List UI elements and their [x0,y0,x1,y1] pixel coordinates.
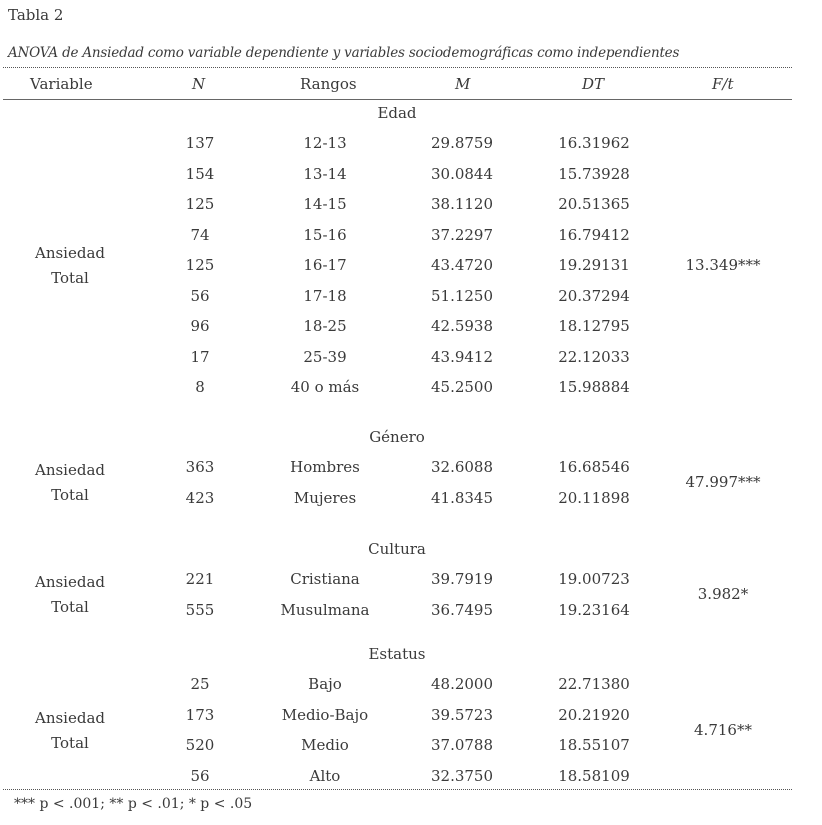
cell-dt: 15.98884 [558,378,630,396]
cell-n: 154 [185,164,215,183]
cell-rango: Medio [301,736,349,754]
cell-m: 45.2500 [430,378,494,396]
header-dt: DT [582,75,605,93]
cell-n: 173 [185,705,215,724]
cell-m: 43.9412 [430,347,494,366]
variable-label-line1: Ansiedad [34,708,105,727]
cell-rango: 13-14 [303,164,347,183]
cell-rango: Alto [309,766,341,785]
cell-rango: Mujeres [293,488,357,507]
cell-rango: 40 o más [290,378,360,396]
cell-n: 520 [185,736,215,754]
variable-label-line2: Total [51,269,89,287]
header-f: F/t [712,75,734,93]
cell-rango: 12-13 [303,134,347,152]
cell-f: 47.997*** [685,473,761,492]
cell-dt: 16.68546 [558,458,630,476]
cell-m: 37.2297 [430,225,494,244]
cell-n: 221 [185,570,215,588]
cell-n: 74 [190,225,210,244]
bottom-rule [3,789,792,790]
cell-f: 4.716** [694,720,752,739]
cell-m: 38.1120 [430,195,494,213]
variable-label-line1: Ansiedad [34,461,105,480]
cell-m: 43.4720 [430,256,494,274]
cell-m: 51.1250 [430,286,494,305]
variable-label-line1: Ansiedad [34,244,105,262]
cell-dt: 20.11898 [558,488,630,507]
cell-rango: 15-16 [303,225,347,244]
cell-dt: 20.51365 [558,195,630,213]
cell-rango: 14-15 [303,195,347,213]
cell-dt: 16.79412 [558,225,630,244]
top-rule [3,67,792,68]
header-variable: Variable [30,75,93,93]
cell-m: 42.5938 [430,317,494,335]
cell-m: 37.0788 [430,736,494,754]
table-label: Tabla 2 [8,6,64,24]
cell-dt: 22.71380 [558,675,630,693]
cell-dt: 19.23164 [558,600,630,619]
variable-label-line2: Total [51,733,89,752]
cell-rango: Hombres [290,458,360,476]
cell-rango: Medio-Bajo [281,705,369,724]
cell-m: 29.8759 [430,134,494,152]
cell-rango: 18-25 [303,317,347,335]
variable-label-line2: Total [51,486,89,505]
cell-n: 56 [190,766,210,785]
cell-n: 25 [190,675,210,693]
cell-m: 32.3750 [430,766,494,785]
cell-dt: 19.29131 [558,256,630,274]
significance-note: *** p < .001; ** p < .01; * p < .05 [14,796,253,812]
cell-n: 555 [185,600,215,619]
cell-rango: Musulmana [280,600,370,619]
cell-dt: 20.37294 [558,286,630,305]
cell-n: 363 [185,458,215,476]
cell-n: 8 [195,378,205,396]
cell-n: 96 [190,317,210,335]
group-heading: Cultura [368,540,426,558]
cell-n: 137 [185,134,215,152]
variable-label-line2: Total [51,598,89,617]
table-caption: ANOVA de Ansiedad como variable dependiente y variables sociodemográficas como independientes [8,45,680,61]
cell-dt: 18.58109 [558,766,630,785]
cell-m: 32.6088 [430,458,494,476]
header-rule [3,99,792,100]
cell-n: 56 [190,286,210,305]
cell-m: 39.5723 [430,705,494,724]
cell-m: 48.2000 [430,675,494,693]
cell-dt: 15.73928 [558,164,630,183]
group-heading: Estatus [368,645,426,663]
header-rangos: Rangos [300,75,357,93]
header-m: M [455,75,471,93]
cell-n: 125 [185,256,215,274]
cell-rango: 17-18 [303,286,347,305]
cell-rango: 25-39 [303,347,347,366]
cell-n: 125 [185,195,215,213]
variable-label-line1: Ansiedad [34,573,105,592]
group-heading: Edad [377,104,417,122]
cell-dt: 20.21920 [558,705,630,724]
cell-rango: Bajo [308,675,342,693]
cell-dt: 16.31962 [558,134,630,152]
cell-m: 39.7919 [430,570,494,588]
cell-dt: 19.00723 [558,570,630,588]
cell-f: 13.349*** [685,256,761,274]
cell-rango: Cristiana [290,570,360,588]
cell-f: 3.982* [697,585,749,604]
group-heading: Género [369,428,425,446]
cell-n: 423 [185,488,215,507]
cell-m: 30.0844 [430,164,494,183]
cell-rango: 16-17 [303,256,347,274]
cell-m: 41.8345 [430,488,494,507]
header-n: N [192,75,206,93]
cell-dt: 18.12795 [558,317,630,335]
cell-dt: 22.12033 [558,347,630,366]
cell-m: 36.7495 [430,600,494,619]
cell-n: 17 [190,347,210,366]
cell-dt: 18.55107 [558,736,630,754]
